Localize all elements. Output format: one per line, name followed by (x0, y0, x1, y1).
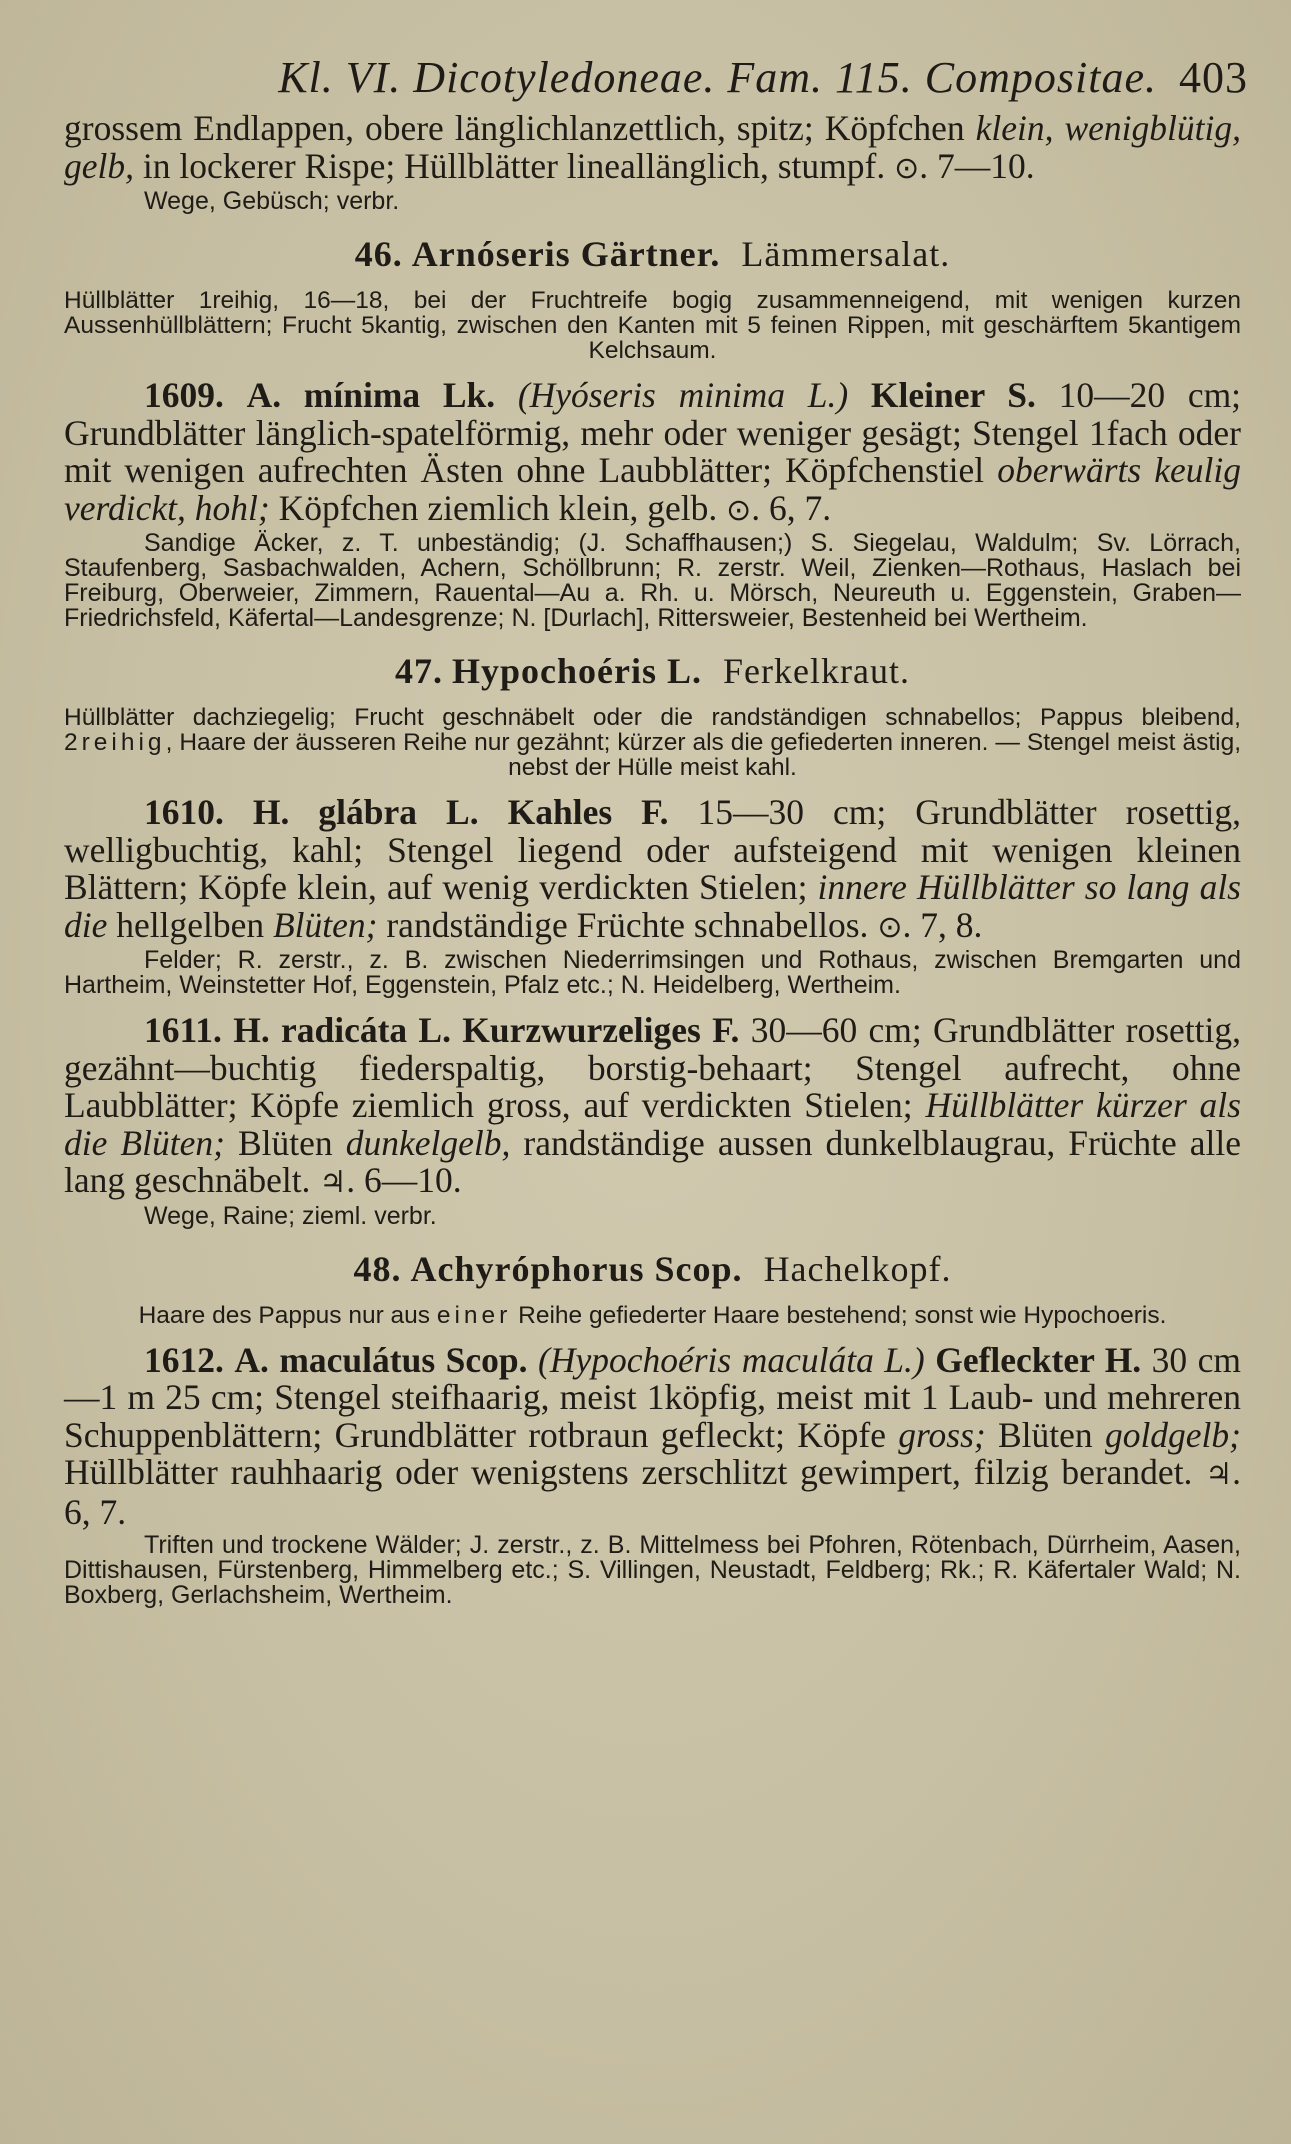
genus-common-name: Ferkelkraut. (723, 651, 910, 691)
species-entry-1612: 1612. A. maculátus Scop. (Hypochoéris maculáta L.) Gefleckter H. 30 cm—1 m 25 cm; Stengel steifhaarig, meist 1köpfig, meist mit 1 Laub- und mehreren Schuppenblättern; Grundblätter rotbraun gefleckt; Köpfe gross; Blüten goldgelb; Hüllblätter rauhhaarig oder wenigstens zerschlitzt gewimpert, filzig berandet. ♃. 6, 7. (64, 1339, 1242, 1532)
annual-symbol: ⊙ (726, 492, 752, 528)
localities-1611: Wege, Raine; zieml. verbr. (144, 1201, 437, 1230)
genus-description-46: Hüllblätter 1reihig, 16—18, bei der Fruchtreife bogig zusammenneigend, mit wenigen kurzen Aussenhüllblättern; Frucht 5kantig, zwischen den Kanten mit 5 feinen Rippen, mit geschärftem 5kantigem Kelchsaum. (64, 287, 1241, 364)
species-entry-1611: 1611. H. radicáta L. Kurzwurzeliges F. 30—60 cm; Grundblätter rosettig, gezähnt—buchtig fiederspaltig, borstig-behaart; Stengel aufrecht, ohne Laubblätter; Köpfe ziemlich gross, auf verdickten Stielen; Hüllblätter kürzer als die Blüten; Blüten dunkelgelb, randständige aussen dunkelblaugrau, Früchte alle lang geschnäbelt. ♃. 6—10. (64, 1010, 1242, 1200)
annual-symbol: ⊙ (877, 909, 903, 945)
genus-description-47: Hüllblätter dachziegelig; Frucht geschnäbelt oder die randständigen schnabellos; Pappus bleibend, 2reihig, Haare der äusseren Reihe nur gezähnt; kürzer als die gefiederten inneren. — Stengel meist ästig, nebst der Hülle meist kahl. (64, 704, 1241, 781)
species-synonym: (Hyóseris minima L.) (517, 375, 849, 415)
species-name: H. radicáta L. (233, 1010, 451, 1050)
species-name: H. glábra L. (252, 792, 479, 832)
running-head (64, 50, 1248, 110)
running-head-title: Kl. VI. Dicotyledoneae. Fam. 115. Compositae. (278, 53, 1157, 102)
species-name: A. maculátus Scop. (234, 1339, 528, 1380)
annual-symbol: ⊙ (894, 150, 920, 186)
genus-heading-48: 48. Achyróphorus Scop. Hachelkopf. (353, 1248, 952, 1289)
localities-1610: Felder; R. zerstr., z. B. zwischen Niederrimsingen und Rothaus, zwischen Bremgarten und Hartheim, Weinstetter Hof, Eggenstein, Pfalz etc.; N. Heidelberg, Wertheim. (64, 946, 1241, 999)
italic-phrase: klein, wenigblütig, gelb, (64, 108, 1241, 186)
species-common-name: Kleiner S. (870, 375, 1036, 415)
species-common-name: Kahles F. (507, 792, 669, 832)
species-synonym: (Hypochoéris maculáta L.) (538, 1339, 925, 1380)
species-entry-1609: 1609. A. mínima Lk. (Hyóseris minima L.) Kleiner S. 10—20 cm; Grundblätter länglich-spatelförmig, mehr oder weniger gesägt; Stengel 1fach oder mit wenigen aufrechten Ästen ohne Laubblätter; Köpfchenstiel oberwärts keulig verdickt, hohl; Köpfchen ziemlich klein, gelb. ⊙. 6, 7. (64, 375, 1242, 528)
species-common-name: Kurzwurzeliges F. (462, 1010, 740, 1050)
genus-description-48: Haare des Pappus nur aus einer Reihe gefiederter Haare bestehend; sonst wie Hypochoeris. (138, 1301, 1167, 1329)
genus-name: Achyróphorus Scop. (410, 1248, 743, 1289)
species-name: A. mínima Lk. (246, 375, 496, 415)
page-number: 403 (1179, 53, 1248, 102)
species-entry-1610: 1610. H. glábra L. Kahles F. 15—30 cm; Grundblätter rosettig, welligbuchtig, kahl; Stengel liegend oder aufsteigend mit wenigen kleinen Blättern; Köpfe klein, auf wenig verdickten Stielen; innere Hüllblätter so lang als die hellgelben Blüten; randständige Früchte schnabellos. ⊙. 7, 8. (64, 792, 1241, 945)
genus-common-name: Lämmersalat. (741, 234, 951, 274)
continuation-paragraph: grossem Endlappen, obere länglichlanzettlich, spitz; Köpfchen klein, wenigblütig, gelb, in lockerer Rispe; Hüllblätter lineallänglich, stumpf. ⊙. 7—10. (64, 108, 1241, 186)
species-common-name: Gefleckter H. (935, 1339, 1142, 1380)
genus-heading-46: 46. Arnóseris Gärtner. Lämmersalat. (354, 234, 951, 274)
perennial-symbol: ♃ (319, 1165, 347, 1200)
localities-1609: Sandige Äcker, z. T. unbeständig; (J. Schaffhausen;) S. Siegelau, Waldulm; Sv. Lörrach, Staufenberg, Sasbachwalden, Achern, Schöllbrunn; R. zerstr. Weil, Zienken—Rothaus, Haslach bei Freiburg, Oberweier, Zimmern, Rauental—Au a. Rh. u. Mörsch, Neureuth u. Eggenstein, Graben—Friedrichsfeld, Käfertal—Landesgrenze; N. [Durlach], Rittersweier, Bestenheid bei Wertheim. (64, 529, 1241, 632)
genus-name: Hypochoéris L. (452, 651, 703, 691)
localities-1612: Triften und trockene Wälder; J. zerstr., z. B. Mittelmess bei Pfohren, Rötenbach, Dürrheim, Aasen, Dittishausen, Fürstenberg, Himmelberg etc.; S. Villingen, Neustadt, Feldberg; Rk.; R. Käfertaler Wald; N. Boxberg, Gerlachsheim, Wertheim. (64, 1531, 1241, 1609)
perennial-symbol: ♃ (1205, 1457, 1233, 1492)
genus-heading-47: 47. Hypochoéris L. Ferkelkraut. (395, 651, 910, 691)
genus-name: Arnóseris Gärtner. (411, 234, 721, 274)
habitat-note: Wege, Gebüsch; verbr. (144, 187, 400, 215)
genus-common-name: Hachelkopf. (763, 1248, 952, 1289)
